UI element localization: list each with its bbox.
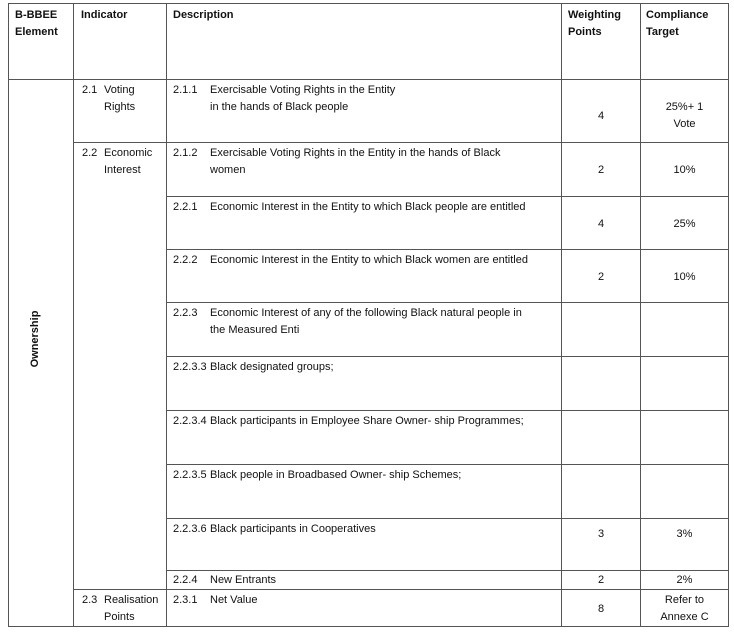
target-cell xyxy=(640,356,729,411)
points-cell xyxy=(561,196,641,250)
points-cell xyxy=(561,302,641,357)
description-cell xyxy=(166,464,562,519)
target-cell xyxy=(640,196,729,250)
indicator-number: 2.3 xyxy=(82,594,98,606)
points-cell xyxy=(561,589,641,627)
b-bbee-scorecard-table xyxy=(8,3,729,627)
row-target-line1: 25%+ 1 xyxy=(665,101,704,113)
indicator-number: 2.2 xyxy=(82,147,98,159)
description-cell xyxy=(166,79,562,143)
row-description-line1: Economic Interest of any of the following Black natural people in xyxy=(210,307,522,319)
header-element-cell xyxy=(8,3,74,80)
points-cell xyxy=(561,518,641,571)
row-description-line2: the Measured Enti xyxy=(210,324,300,336)
points-cell xyxy=(561,410,641,465)
row-description-line1: Black designated groups; xyxy=(210,361,334,373)
row-code: 2.2.4 xyxy=(173,574,198,586)
row-code: 2.1.2 xyxy=(173,147,198,159)
header-description: Description xyxy=(173,9,234,21)
points-cell xyxy=(561,79,641,143)
target-cell xyxy=(640,142,729,197)
target-cell xyxy=(640,249,729,303)
header-indicator-cell xyxy=(73,3,167,80)
points-cell xyxy=(561,142,641,197)
target-cell xyxy=(640,79,729,143)
header-indicator: Indicator xyxy=(81,9,128,21)
row-code: 2.2.2 xyxy=(173,254,198,266)
row-description-line1: Exercisable Voting Rights in the Entity xyxy=(210,84,396,96)
header-compliance-line2: Target xyxy=(646,26,679,38)
indicator-cell xyxy=(73,142,167,590)
row-target-line1: 10% xyxy=(673,271,696,283)
row-target-line1: 10% xyxy=(673,164,696,176)
description-cell xyxy=(166,570,562,590)
row-code: 2.2.3.3 xyxy=(173,361,207,373)
element-ownership: Ownership xyxy=(29,310,41,368)
element-cell xyxy=(8,79,74,627)
header-weighting-cell xyxy=(561,3,641,80)
points-cell xyxy=(561,570,641,590)
indicator-label-line2: Interest xyxy=(104,164,141,176)
indicator-label-line1: Realisation xyxy=(104,594,159,606)
row-description-line1: Black people in Broadbased Owner- ship Schemes; xyxy=(210,469,462,481)
row-points: 4 xyxy=(597,110,605,122)
row-code: 2.2.3 xyxy=(173,307,198,319)
description-cell xyxy=(166,518,562,571)
header-weighting-line2: Points xyxy=(568,26,602,38)
header-element-line2: Element xyxy=(15,26,58,38)
header-description-cell xyxy=(166,3,562,80)
row-points: 2 xyxy=(597,164,605,176)
row-target-line2: Vote xyxy=(673,118,696,130)
row-code: 2.3.1 xyxy=(173,594,198,606)
target-cell xyxy=(640,518,729,571)
row-description-line1: New Entrants xyxy=(210,574,277,586)
row-description-line1: Economic Interest in the Entity to which Black people are entitled xyxy=(210,201,526,213)
row-target-line1: 2% xyxy=(676,574,693,586)
row-target-line2: Annexe C xyxy=(660,611,709,623)
indicator-cell xyxy=(73,589,167,627)
description-cell xyxy=(166,249,562,303)
points-cell xyxy=(561,356,641,411)
points-cell xyxy=(561,464,641,519)
row-description-line1: Exercisable Voting Rights in the Entity in the hands of Black xyxy=(210,147,501,159)
row-description-line1: Net Value xyxy=(210,594,258,606)
row-description-line2: women xyxy=(210,164,246,176)
description-cell xyxy=(166,196,562,250)
indicator-label-line1: Economic xyxy=(104,147,153,159)
header-weighting-line1: Weighting xyxy=(568,9,621,21)
description-cell xyxy=(166,302,562,357)
description-cell xyxy=(166,356,562,411)
target-cell xyxy=(640,410,729,465)
row-points: 2 xyxy=(597,574,605,586)
row-description-line1: Black participants in Employee Share Owner- ship Programmes; xyxy=(210,415,524,427)
target-cell xyxy=(640,464,729,519)
row-code: 2.2.3.5 xyxy=(173,469,207,481)
header-element-line1: B-BBEE xyxy=(15,9,58,21)
row-target-line1: 25% xyxy=(673,218,696,230)
row-target-line1: Refer to xyxy=(664,594,705,606)
target-cell xyxy=(640,570,729,590)
row-points: 2 xyxy=(597,271,605,283)
row-description-line1: Black participants in Cooperatives xyxy=(210,523,376,535)
description-cell xyxy=(166,410,562,465)
target-cell xyxy=(640,302,729,357)
indicator-label-line1: Voting xyxy=(104,84,135,96)
indicator-label-line2: Points xyxy=(104,611,135,623)
row-code: 2.2.3.6 xyxy=(173,523,207,535)
indicator-cell xyxy=(73,79,167,143)
row-code: 2.1.1 xyxy=(173,84,198,96)
row-points: 4 xyxy=(597,218,605,230)
row-description-line2: in the hands of Black people xyxy=(210,101,349,113)
row-points: 8 xyxy=(597,603,605,615)
description-cell xyxy=(166,589,562,627)
header-compliance-line1: Compliance xyxy=(646,9,709,21)
row-target-line1: 3% xyxy=(676,528,693,540)
indicator-number: 2.1 xyxy=(82,84,98,96)
indicator-label-line2: Rights xyxy=(104,101,136,113)
row-code: 2.2.3.4 xyxy=(173,415,207,427)
description-cell xyxy=(166,142,562,197)
row-description-line1: Economic Interest in the Entity to which Black women are entitled xyxy=(210,254,528,266)
row-points: 3 xyxy=(597,528,605,540)
points-cell xyxy=(561,249,641,303)
row-code: 2.2.1 xyxy=(173,201,198,213)
header-compliance-cell xyxy=(640,3,729,80)
target-cell xyxy=(640,589,729,627)
